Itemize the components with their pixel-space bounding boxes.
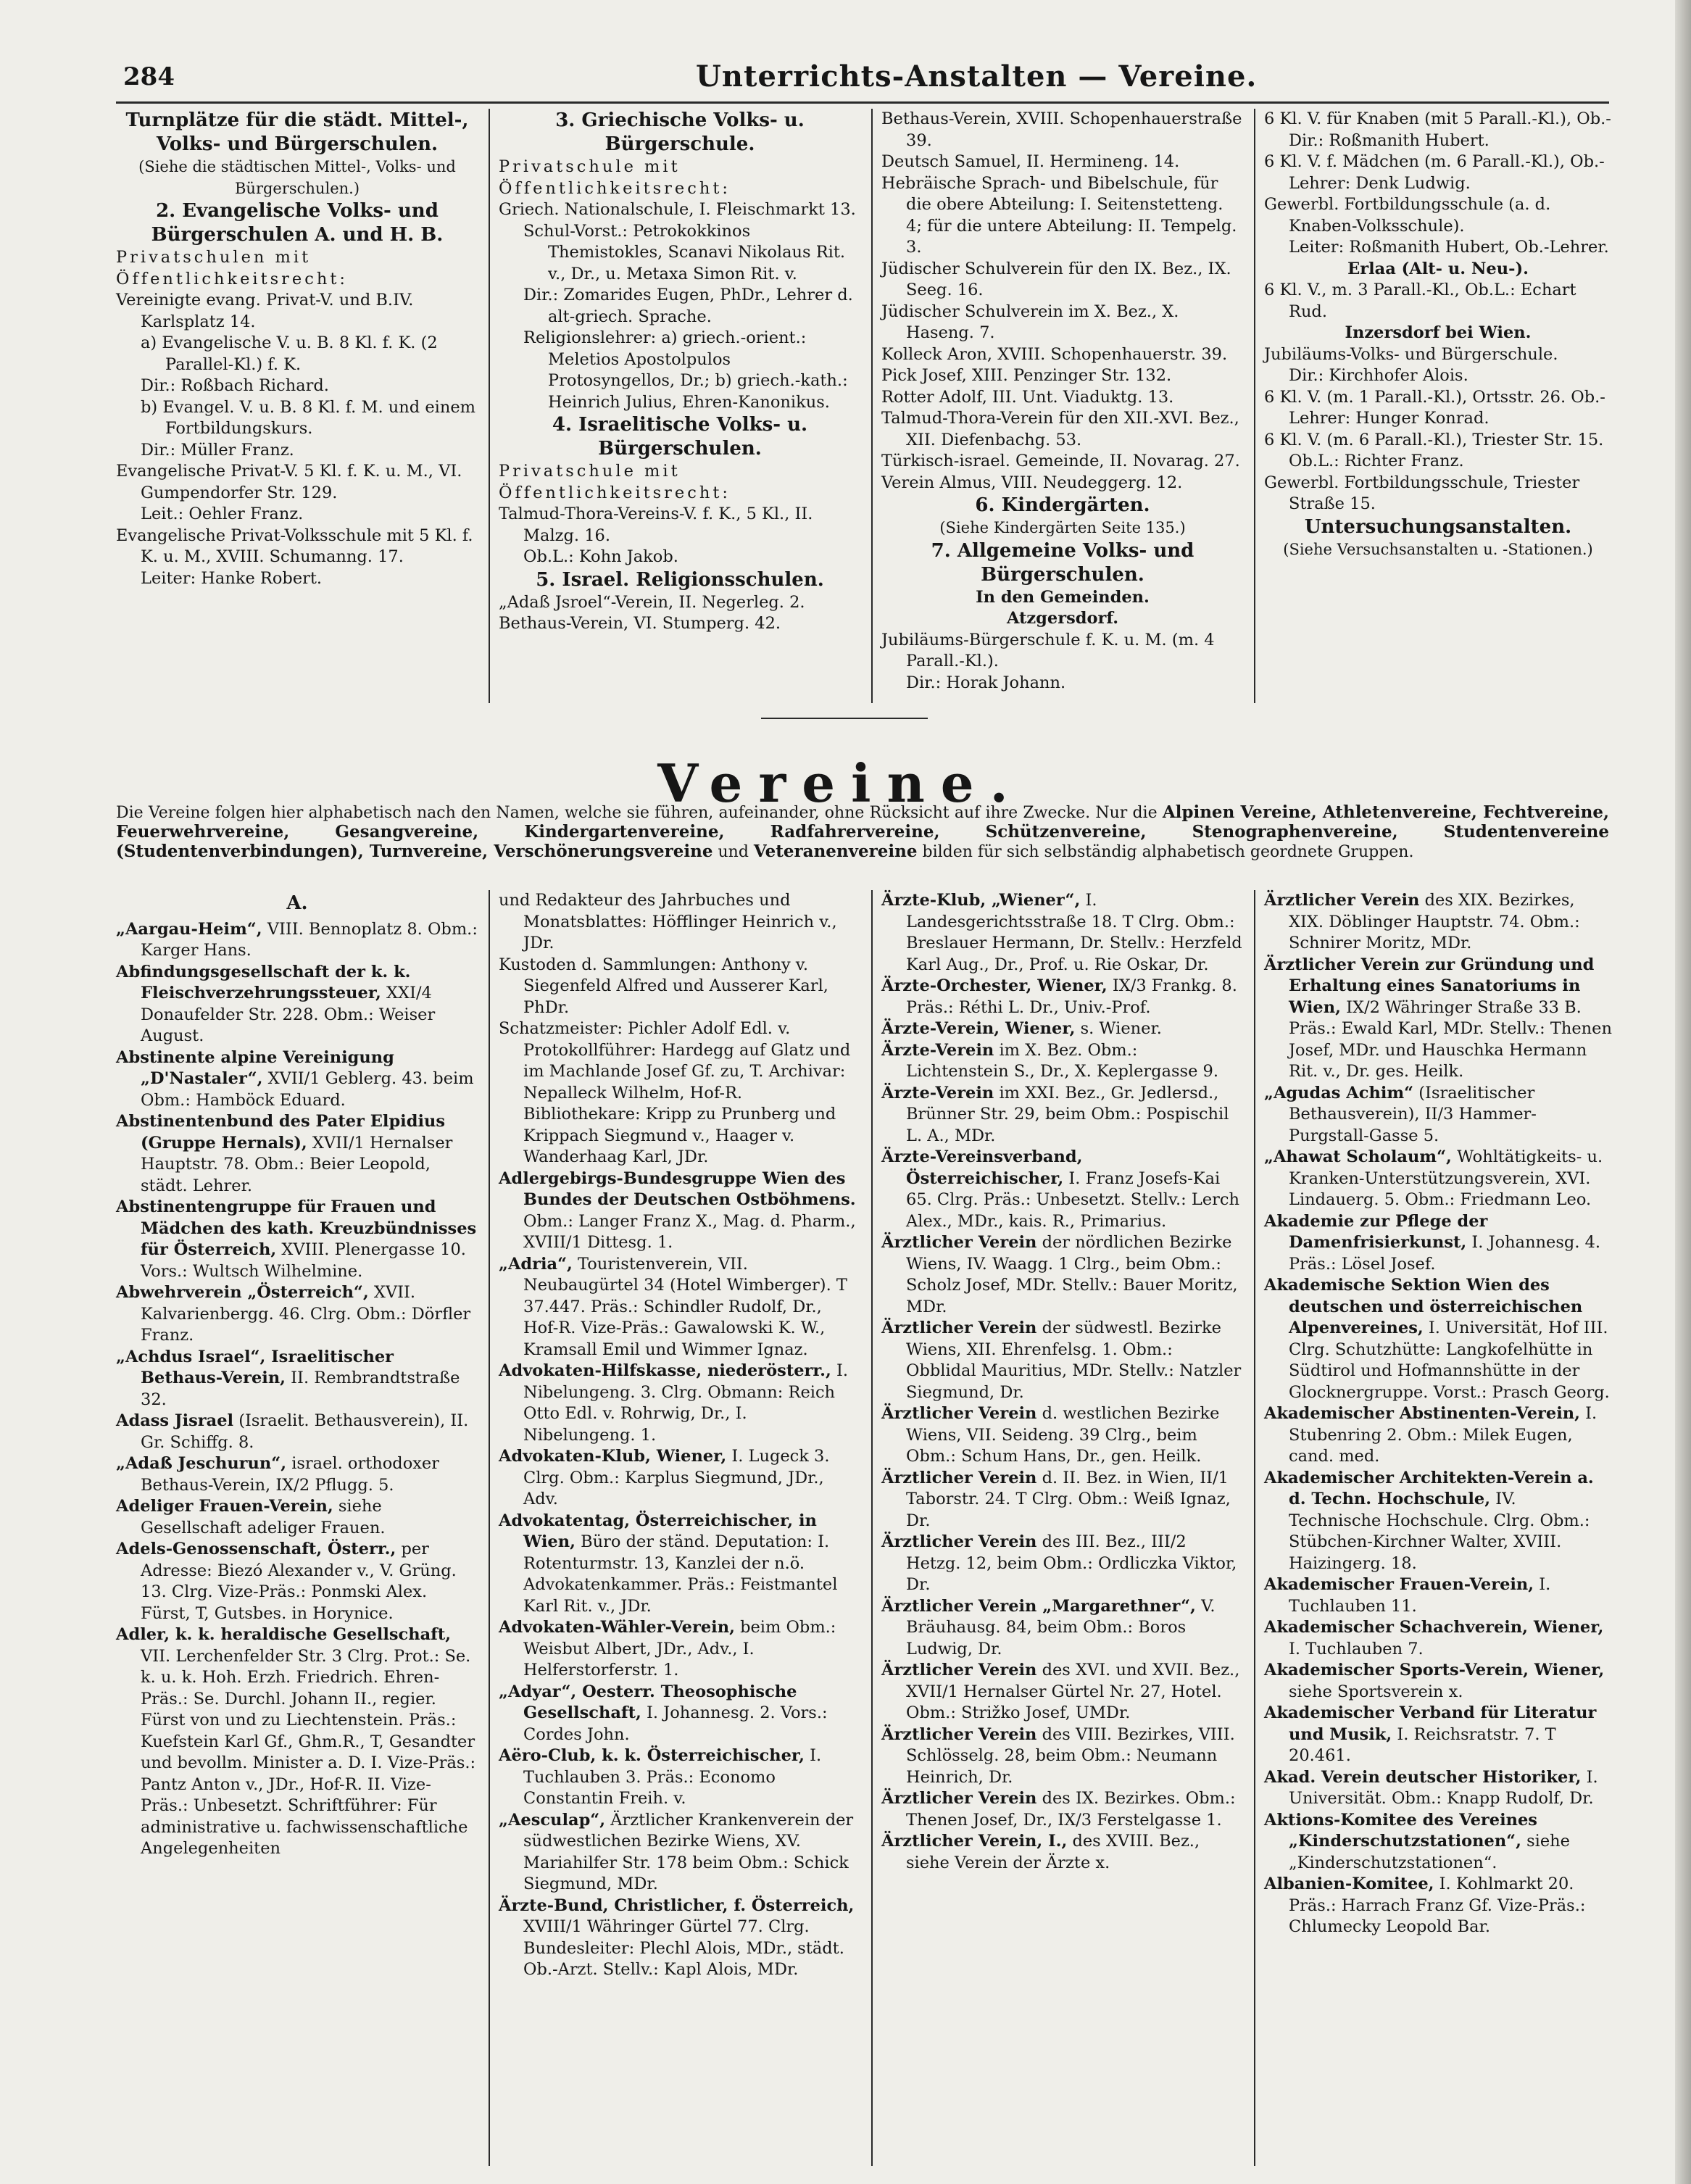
running-title: Unterrichts-Anstalten — Vereine. [696,59,1258,94]
entry-details: V. Bräuhausg. 84, beim Obm.: Boros Ludwig, Dr. [906,1596,1216,1658]
entry-details: siehe Sportsverein x. [1289,1682,1463,1701]
entry-details: I. Landesgerichtsstraße 18. T Clrg. Obm.: Breslauer Hermann, Dr. Stellv.: Herzfeld Karl Aug., Dr., Prof. u. Rie Oskar, Dr. [906,891,1242,974]
top-entry: Dir.: Kirchhofer Alois. [1289,366,1468,385]
top-entry: b) Evangel. V. u. B. 8 Kl. f. M. und einem Fortbildungskurs. [141,397,475,438]
entry-name: Akademischer Schachverein, Wiener, [1264,1618,1604,1637]
top-entry: Privatschulen mit Öffentlichkeitsrecht: [116,248,348,288]
top-entry: Dir.: Horak Johann. [906,673,1066,692]
directory-entry [116,1496,478,1539]
top-entry: Rotter Adolf, III. Unt. Viaduktg. 13. [881,387,1174,407]
entry-details: VIII. Bennoplatz 8. Obm.: Karger Hans. [141,919,478,960]
entry-details: I. Universität, Hof III. Clrg. Schutzhütte: Langkofelhütte in Südtirol und Hofmannshütte in der Glocknergruppe. Vorst.: Prasch Georg. [1289,1319,1610,1402]
directory-entry [116,1411,478,1453]
entry-details: (Israelit. Bethausverein), II. Gr. Schiffg. 8. [141,1411,469,1452]
top-entry: (Siehe die städtischen Mittel-, Volks- und Bürgerschulen.) [138,158,456,197]
entry-details: der südwestl. Bezirke Wiens, XII. Ehrenfelsg. 1. Obm.: Obblidal Mauritius, MDr. Stellv.: Natzler Siegmund, Dr. [906,1319,1242,1402]
entry-details: des III. Bez., III/2 Hetzg. 12, beim Obm.: Ordliczka Viktor, Dr. [906,1532,1237,1594]
directory-entry [881,1831,1244,1874]
top-entry: Privatschule mit Öffentlichkeitsrecht: [499,462,731,502]
entry-details: per Adresse: Biezó Alexander v., V. Grüng. 13. Clrg. Vize-Präs.: Ponmski Alex. Fürst, T, Gutsbes. in Horynice. [141,1540,457,1623]
top-entry: Dir.: Zomarides Eugen, PhDr., Lehrer d. alt-griech. Sprache. [523,286,853,326]
directory-entry [499,890,861,955]
top-entry: Leiter: Hanke Robert. [141,568,323,588]
entry-details: I. Kohlmarkt 20. Präs.: Harrach Franz Gf. Vize-Präs.: Chlumecky Leopold Bar. [1289,1874,1586,1936]
directory-entry [1264,1617,1612,1660]
entry-details: Kustoden d. Sammlungen: Anthony v. Siegenfeld Alfred und Ausserer Karl, PhDr. [499,955,828,1017]
top-entry: Jubiläums-Volks- und Bürgerschule. [1264,344,1558,364]
entry-details: II. Rembrandtstraße 32. [141,1369,460,1409]
directory-entry [116,1197,478,1282]
top-entry: Bethaus-Verein, XVIII. Schopenhauerstraße 39. [881,109,1242,150]
bottom-column-3 [881,890,1244,1874]
section-rule [761,718,928,719]
entry-name: Ärzte-Verein [881,1040,994,1060]
entry-name: Akademischer Architekten-Verein a. d. Techn. Hochschule, [1264,1468,1594,1508]
entry-name: Ärztlicher Verein [881,1468,1037,1487]
entry-details: d. II. Bez. in Wien, II/1 Taborstr. 24. T Clrg. Obm.: Weiß Ignaz, Dr. [906,1468,1231,1530]
directory-entry [881,1532,1244,1596]
top-entry: 2. Evangelische Volks- und Bürgerschulen A. und H. B. [151,200,444,246]
entry-name: Adler, k. k. heraldische Gesellschaft, [116,1625,452,1644]
directory-entry [499,1682,861,1746]
directory-entry [1264,890,1612,955]
bottom-column-2 [499,890,861,1981]
entry-details: s. Wiener. [1080,1019,1162,1038]
top-entry: 6. Kindergärten. [975,494,1150,516]
entry-name: Akademische Sektion Wien des deutschen und österreichischen Alpenvereines, [1264,1276,1583,1337]
entry-name: Advokaten-Klub, Wiener, [499,1447,727,1466]
column-divider [489,890,490,2166]
entry-name: Ärztlicher Verein [881,1789,1037,1808]
directory-entry [881,976,1244,1018]
entry-details: israel. orthodoxer Bethaus-Verein, IX/2 Pflugg. 5. [141,1454,440,1495]
entry-name: Albanien-Komitee, [1264,1874,1434,1893]
directory-entry [499,1745,861,1810]
entry-name: Ärztlicher Verein zur Gründung und Erhaltung eines Sanatoriums in Wien, [1264,955,1595,1017]
top-column-3 [881,109,1244,694]
entry-name: „Ahawat Scholaum“, [1264,1147,1452,1166]
directory-entry [1264,1211,1612,1276]
entry-details: I. Johannesg. 4. Präs.: Lösel Josef. [1289,1233,1601,1274]
entry-details: des XVI. und XVII. Bez., XVII/1 Hernalser Gürtel Nr. 27, Hotel. Obm.: Strižko Josef, UMDr. [906,1661,1240,1722]
entry-details: IX/3 Frankg. 8. Präs.: Réthi L. Dr., Univ.-Prof. [906,976,1237,1017]
entry-name: Abfindungsgesellschaft der k. k. Fleischverzehrungssteuer, [116,962,411,1002]
entry-name: Abwehrverein „Österreich“, [116,1283,369,1302]
directory-entry [881,1083,1244,1147]
letter-heading: A. [286,892,308,914]
entry-name: Akademischer Sports-Verein, Wiener, [1264,1661,1605,1679]
directory-entry [1264,955,1612,1083]
directory-entry [116,1624,478,1860]
entry-details: und Redakteur des Jahrbuches und Monatsblattes: Höfflinger Heinrich v., JDr. [499,891,837,952]
entry-name: Ärztlicher Verein, I., [881,1832,1068,1851]
directory-entry [881,1018,1244,1040]
top-entry: Atzgersdorf. [1006,609,1119,628]
entry-details: Schatzmeister: Pichler Adolf Edl. v. Protokollführer: Hardegg auf Glatz und im Machlande Josef Gf. zu, T. Archivar: Nepalleck Wilhelm, Hof-R. Bibliothekare: Kripp zu Prunberg und Krippach Siegmund v., Haager v. Wanderhaag Karl, JDr. [499,1019,851,1166]
entry-name: Adlergebirgs-Bundesgruppe Wien des Bundes der Deutschen Ostböhmens. [499,1168,856,1209]
entry-name: Ärztlicher Verein [881,1532,1037,1551]
entry-name: Ärzte-Klub, „Wiener“, [881,891,1081,910]
directory-entry [1264,1810,1612,1874]
top-entry: Griech. Nationalschule, I. Fleischmarkt 13. [499,200,856,219]
top-entry: Ob.L.: Kohn Jakob. [523,547,678,566]
entry-name: „Aesculap“, [499,1810,606,1830]
entry-details: Büro der ständ. Deputation: I. Rotenturmstr. 13, Kanzlei der n.ö. Advokatenkammer. Präs.: Feistmantel Karl Rit. v., JDr. [523,1532,838,1616]
directory-entry [116,919,478,962]
top-entry: (Siehe Kindergärten Seite 135.) [939,519,1186,536]
entry-details: XVIII/1 Währinger Gürtel 77. Clrg. Bundesleiter: Plechl Alois, MDr., städt. Ob.-Arzt. Stellv.: Kapl Alois, MDr. [523,1917,844,1979]
entry-name: Abstinentenbund des Pater Elpidius (Gruppe Hernals), [116,1112,446,1153]
entry-details: Touristenverein, VII. Neubaugürtel 34 (Hotel Wimberger). T 37.447. Präs.: Schindler Rudolf, Dr., Hof-R. Vize-Präs.: Gawalowski K. W., Kramsall Emil und Wimmer Ignaz. [523,1254,847,1359]
column-divider [1254,890,1255,2166]
entry-name: „Aargau-Heim“, [116,919,262,939]
directory-entry [499,1018,861,1168]
directory-entry [881,890,1244,976]
entry-details: des VIII. Bezirkes, VIII. Schlösselg. 28, beim Obm.: Neumann Heinrich, Dr. [906,1724,1235,1787]
column-divider [1254,109,1255,703]
entry-name: Aktions-Komitee des Vereines „Kinderschutzstationen“, [1264,1810,1537,1851]
top-entry: (Siehe Versuchsanstalten u. -Stationen.) [1283,540,1593,558]
entry-name: Adels-Genossenschaft, Österr., [116,1540,396,1558]
top-entry: 6 Kl. V., m. 3 Parall.-Kl., Ob.L.: Echart Rud. [1264,281,1576,321]
entry-details: VII. Lerchenfelder Str. 3 Clrg. Prot.: Se. k. u. k. Hoh. Erzh. Friedrich. Ehren-Präs.: Se. Durchl. Johann II., regier. Fürst von und zu Liechtenstein. Präs.: Kuefstein Karl Gf., Ghm.R., T, Gesandter und bevollm. Minister a. D. I. Vize-Präs.: Pantz Anton v., JDr., Hof-R. II. Vize-Präs.: Unbesetzt. Schriftführer: Für administrative u. fachwissenschaftliche Angelegenheiten [141,1646,476,1858]
directory-entry [881,1232,1244,1318]
directory-entry [881,1403,1244,1468]
intro-veteran: Veteranenvereine [753,842,918,861]
entry-details: des XVIII. Bez., siehe Verein der Ärzte x. [906,1832,1200,1872]
intro-lead: Die Vereine folgen hier alphabetisch nach den Namen, welche sie führen, aufeinander, ohne Rücksicht auf ihre Zwecke. Nur die [116,804,1158,822]
bottom-column-4 [1264,890,1612,1938]
entry-details: XVII/1 Hernalser Hauptstr. 78. Obm.: Beier Leopold, städt. Lehrer. [141,1133,453,1195]
directory-entry [881,1724,1244,1789]
top-entry: Privatschule mit Öffentlichkeitsrecht: [499,157,731,198]
intro-paragraph [116,803,1609,862]
top-entry: 4. Israelitische Volks- u. Bürgerschulen. [552,414,808,460]
bottom-column-1 [116,890,478,1860]
top-column-1 [116,109,478,589]
entry-name: Ärztlicher Verein [881,1661,1037,1679]
entry-name: Akademischer Abstinenten-Verein, [1264,1404,1580,1423]
entry-details: im XXI. Bez., Gr. Jedlersd., Brünner Str. 29, beim Obm.: Pospischil L. A., MDr. [906,1083,1229,1145]
directory-entry [1264,1574,1612,1617]
directory-entry [881,1788,1244,1831]
top-entry: Erlaa (Alt- u. Neu-). [1347,259,1529,278]
directory-entry [881,1040,1244,1083]
directory-entry [1264,1703,1612,1767]
directory-entry [881,1660,1244,1724]
top-entry: Jubiläums-Bürgerschule f. K. u. M. (m. 4 Parall.-Kl.). [881,630,1215,670]
top-entry: Talmud-Thora-Verein für den XII.-XVI. Bez., XII. Diefenbachg. 53. [881,409,1239,449]
directory-entry [116,1539,478,1624]
entry-details: des IX. Bezirkes. Obm.: Thenen Josef, Dr., IX/3 Ferstelgasse 1. [906,1789,1236,1830]
top-entry: Talmud-Thora-Vereins-V. f. K., 5 Kl., II. Malzg. 16. [499,505,813,545]
entry-name: „Adyar“, Oesterr. Theosophische Gesellschaft, [499,1682,797,1722]
directory-entry [499,1896,861,1981]
entry-name: Ärztlicher Verein „Margarethner“, [881,1596,1196,1616]
top-entry: Dir.: Müller Franz. [141,440,294,460]
top-entry: Deutsch Samuel, II. Hermineng. 14. [881,152,1180,171]
directory-entry [881,1318,1244,1403]
entry-details: I. Lugeck 3. Clrg. Obm.: Karplus Siegmund, JDr., Adv. [523,1447,830,1508]
entry-name: Advokatentag, Österreichischer, in Wien, [499,1511,817,1551]
top-entry: 6 Kl. V. (m. 1 Parall.-Kl.), Ortsstr. 26. Ob.-Lehrer: Hunger Konrad. [1264,387,1605,428]
entry-name: Ärztlicher Verein [881,1319,1037,1337]
top-entry: 5. Israel. Religionsschulen. [536,568,824,591]
top-entry: Untersuchungsanstalten. [1304,515,1572,538]
column-divider [871,890,873,2166]
entry-name: Ärztlicher Verein [881,1233,1037,1252]
entry-details: XVII/1 Geblerg. 43. beim Obm.: Hamböck Eduard. [141,1069,474,1110]
top-entry: Turnplätze für die städt. Mittel-, Volks- und Bürgerschulen. [125,109,469,155]
top-column-2 [499,109,861,635]
top-entry: 6 Kl. V. für Knaben (mit 5 Parall.-Kl.), Ob.-Dir.: Roßmanith Hubert. [1264,109,1611,150]
top-entry: 7. Allgemeine Volks- und Bürgerschulen. [931,539,1194,586]
entry-name: Advokaten-Wähler-Verein, [499,1618,735,1637]
entry-name: Akademischer Verband für Literatur und Musik, [1264,1703,1597,1744]
entry-details: des XIX. Bezirkes, XIX. Döblinger Hauptstr. 74. Obm.: Schnirer Moritz, MDr. [1289,891,1580,952]
entry-details: I. Universität. Obm.: Knapp Rudolf, Dr. [1289,1767,1598,1808]
entry-name: Akademischer Frauen-Verein, [1264,1575,1534,1594]
top-entry: Türkisch-israel. Gemeinde, II. Novarag. 27. [881,452,1240,470]
top-entry: Pick Josef, XIII. Penzinger Str. 132. [881,366,1172,385]
entry-details: d. westlichen Bezirke Wiens, VII. Seideng. 39 Clrg., beim Obm.: Schum Hans, Dr., gen. Heilk. [906,1404,1220,1466]
entry-name: Ärzte-Orchester, Wiener, [881,976,1108,995]
entry-name: Ärztlicher Verein [881,1724,1037,1744]
entry-name: Ärzte-Verein [881,1083,994,1103]
entry-details: siehe „Kinderschutzstationen“. [1289,1832,1570,1872]
entry-details: Wohltätigkeits- u. Kranken-Unterstützungsverein, XVI. Lindauerg. 5. Obm.: Friedmann Leo. [1289,1147,1603,1209]
entry-name: Akademie zur Pflege der Damenfrisierkunst, [1264,1211,1488,1252]
top-entry: Bethaus-Verein, VI. Stumperg. 42. [499,614,781,633]
top-entry: 3. Griechische Volks- u. Bürgerschule. [555,109,805,155]
entry-name: „Agudas Achim“ [1264,1083,1414,1103]
entry-details: beim Obm.: Weisbut Albert, JDr., Adv., I. Helferstorferstr. 1. [523,1618,836,1679]
top-entry: Gewerbl. Fortbildungsschule (a. d. Knaben-Volksschule). [1264,195,1551,236]
entry-name: Ärzte-Bund, Christlicher, f. Österreich, [499,1896,855,1915]
directory-entry [881,1468,1244,1532]
page-edge-shadow [1675,0,1691,2184]
page-header [116,57,1609,100]
top-entry: 6 Kl. V. (m. 6 Parall.-Kl.), Triester Str. 15. Ob.L.: Richter Franz. [1264,430,1604,470]
entry-details: Ärztlicher Krankenverein der südwestlichen Bezirke Wiens, XV. Mariahilfer Str. 178 beim Obm.: Schick Siegmund, MDr. [523,1810,854,1893]
intro-tail: bilden für sich selbständig alphabetisch geordnete Gruppen. [922,843,1414,861]
directory-entry [1264,1275,1612,1403]
directory-entry [1264,1403,1612,1468]
entry-details: (Israelitischer Bethausverein), II/3 Hammer-Purgstall-Gasse 5. [1289,1083,1537,1145]
section-heading: Vereine. [657,752,1024,814]
top-entry: Leiter: Roßmanith Hubert, Ob.-Lehrer. [1289,238,1609,257]
top-entry: In den Gemeinden. [976,587,1150,607]
entry-name: Akad. Verein deutscher Historiker, [1264,1767,1582,1787]
directory-entry [1264,1874,1612,1938]
directory-entry [499,1511,861,1618]
entry-details: I. Tuchlauben 11. [1289,1575,1551,1616]
entry-name: Ärzte-Verein, Wiener, [881,1019,1076,1038]
directory-entry [1264,1660,1612,1703]
entry-details: XVII. Kalvarienbergg. 46. Clrg. Obm.: Dörfler Franz. [141,1283,471,1345]
entry-name: Adeliger Frauen-Verein, [116,1497,333,1516]
directory-entry [116,1347,478,1411]
entry-details: im X. Bez. Obm.: Lichtenstein S., Dr., X. Keplergasse 9. [906,1040,1219,1081]
entry-name: Ärzte-Vereinsverband, Österreichischer, [881,1147,1083,1188]
directory-entry [1264,1767,1612,1810]
directory-entry [499,1810,861,1896]
entry-name: Adass Jisrael [116,1411,234,1430]
directory-entry [499,1446,861,1511]
top-entry: Evangelische Privat-Volksschule mit 5 Kl. f. K. u. M., XVIII. Schumanng. 17. [116,526,473,566]
top-entry: Dir.: Roßbach Richard. [141,376,329,395]
directory-entry [499,955,861,1019]
directory-entry [499,1361,861,1446]
entry-details: XXI/4 Donaufelder Str. 228. Obm.: Weiser August. [141,984,436,1045]
directory-entry [116,1047,478,1112]
entry-details: der nördlichen Bezirke Wiens, IV. Waagg. 1 Clrg., beim Obm.: Scholz Josef, MDr. Stellv.: Bauer Moritz, MDr. [906,1233,1238,1316]
directory-entry [1264,1147,1612,1211]
top-entry: Leit.: Oehler Franz. [141,505,304,523]
entry-name: Ärztlicher Verein [1264,891,1420,910]
page-number: 284 [123,62,175,91]
intro-groups: Alpinen Vereine, Athletenvereine, Fechtvereine, Feuerwehrvereine, Gesangvereine, Kindergartenvereine, Radfahrervereine, Schützenvereine, Stenographenvereine, Studentenvereine (Studentenverbindungen), Turnvereine, Verschönerungsvereine [116,802,1610,861]
top-entry: Verein Almus, VIII. Neudeggerg. 12. [881,473,1183,492]
top-entry: Inzersdorf bei Wien. [1345,323,1532,342]
entry-name: Aëro-Club, k. k. Österreichischer, [499,1746,805,1765]
top-entry: Schul-Vorst.: Petrokokkinos Themistokles, Scanavi Nikolaus Rit. v., Dr., u. Metaxa Simon Rit. v. [523,221,846,283]
entry-details: IV. Technische Hochschule. Clrg. Obm.: Stübchen-Kirchner Walter, XVIII. Haizingerg. 18. [1289,1490,1590,1573]
directory-entry [499,1254,861,1361]
top-entry: Religionslehrer: a) griech.-orient.: Meletios Apostolpulos Protosyngellos, Dr.; b) griech.-kath.: Heinrich Julius, Ehren-Kanonikus. [523,328,848,412]
entry-name: Abstinentengruppe für Frauen und Mädchen des kath. Kreuzbündnisses für Österreich, [116,1197,477,1259]
top-entry: a) Evangelische V. u. B. 8 Kl. f. K. (2 Parallel-Kl.) f. K. [141,333,438,374]
column-divider [871,109,873,703]
header-rule [116,101,1609,104]
entry-details: IX/2 Währinger Straße 33 B. Präs.: Ewald Karl, MDr. Stellv.: Thenen Josef, MDr. und Hauschka Hermann Rit. v., Dr. ges. Heilk. [1289,997,1612,1081]
entry-details: Obm.: Langer Franz X., Mag. d. Pharm., XVIII/1 Dittesg. 1. [523,1211,856,1252]
directory-entry [116,962,478,1047]
entry-details: I. Stubenring 2. Obm.: Milek Eugen, cand. med. [1289,1404,1597,1466]
top-entry: Kolleck Aron, XVIII. Schopenhauerstr. 39. [881,344,1228,364]
directory-entry [1264,1468,1612,1575]
top-column-4 [1264,109,1612,560]
top-entry: 6 Kl. V. f. Mädchen (m. 6 Parall.-Kl.), Ob.-Lehrer: Denk Ludwig. [1264,152,1605,193]
entry-name: Ärztlicher Verein [881,1404,1037,1423]
top-entry: Vereinigte evang. Privat-V. und B.IV. Karlsplatz 14. [116,291,414,331]
entry-name: „Achdus Israel“, Israelitischer Bethaus-Verein, [116,1347,394,1387]
entry-name: „Adaß Jeschurun“, [116,1454,287,1473]
entry-details: I. Franz Josefs-Kai 65. Clrg. Präs.: Unbesetzt. Stellv.: Lerch Alex., MDr., kais. R., Primarius. [906,1168,1240,1231]
directory-entry [116,1111,478,1197]
top-entry: Evangelische Privat-V. 5 Kl. f. K. u. M., VI. Gumpendorfer Str. 129. [116,462,462,502]
entry-name: „Adria“, [499,1254,573,1274]
directory-entry [881,1596,1244,1661]
directory-entry [499,1168,861,1254]
top-entry: Gewerbl. Fortbildungsschule, Triester Straße 15. [1264,473,1580,513]
intro-und: und [718,843,749,861]
directory-entry [116,1453,478,1496]
top-entry: „Adaß Jsroel“-Verein, II. Negerleg. 2. [499,592,805,612]
column-divider [489,109,490,703]
directory-entry [881,1147,1244,1232]
directory-entry [116,1282,478,1347]
entry-details: I. Reichsratstr. 7. T 20.461. [1289,1724,1556,1765]
directory-entry [499,1617,861,1682]
top-entry: Jüdischer Schulverein für den IX. Bez., IX. Seeg. 16. [881,259,1231,299]
entry-details: I. Nibelungeng. 3. Clrg. Obmann: Reich Otto Edl. v. Rohrwig, Dr., I. Nibelungeng. 1. [523,1361,849,1445]
entry-details: I. Johannesg. 2. Vors.: Cordes John. [523,1703,828,1744]
entry-name: Advokaten-Hilfskasse, niederösterr., [499,1361,831,1380]
directory-entry [1264,1083,1612,1147]
entry-details: I. Tuchlauben 7. [1289,1639,1424,1658]
entry-details: I. Tuchlauben 3. Präs.: Economo Constantin Freih. v. [523,1746,822,1808]
entry-name: Abstinente alpine Vereinigung „D'Nastaler“, [116,1047,394,1088]
entry-details: siehe Gesellschaft adeliger Frauen. [141,1497,386,1537]
top-entry: Hebräische Sprach- und Bibelschule, für die obere Abteilung: I. Seitenstetteng. 4; für die untere Abteilung: II. Tempelg. 3. [881,173,1237,257]
entry-details: XVIII. Plenergasse 10. Vors.: Wultsch Wilhelmine. [141,1240,466,1281]
top-entry: Jüdischer Schulverein im X. Bez., X. Haseng. 7. [881,302,1179,342]
